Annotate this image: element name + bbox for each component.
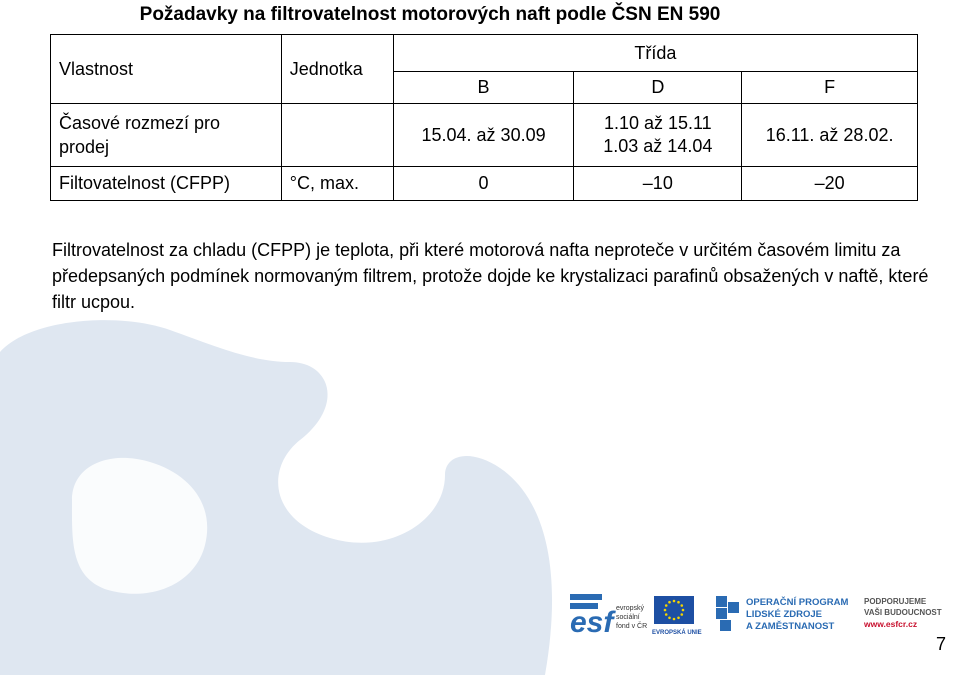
table-header-row: [51, 35, 918, 72]
header-class-d: D: [574, 72, 742, 104]
esf-mark-text: esf: [570, 606, 614, 639]
op-text-line-3: A ZAMĚSTNANOST: [746, 621, 835, 632]
cfpp-definition-text: Filtrovatelnost za chladu (CFPP) je teplota, při které motorová nafta neproteče v určitém časovém limitu za předepsaných podmínek normovaným filtrem, protože dojde ke krystalizaci parafinů obsažených v naftě, které filtr ucpou.: [52, 240, 929, 312]
page-number: 7: [936, 634, 947, 654]
cell-class-b-sale-period: 15.04. až 30.09: [393, 104, 574, 167]
support-text-line-1: PODPORUJEME: [864, 597, 927, 606]
page-title: Požadavky na filtrovatelnost motorových naft podle ČSN EN 590: [139, 4, 721, 25]
esf-logo: [570, 594, 647, 639]
op-text-line-1: OPERAČNÍ PROGRAM: [746, 597, 849, 608]
cell-unit-cfpp: °C, max.: [281, 167, 393, 201]
eu-star: [677, 616, 680, 619]
table-row-cfpp: [51, 167, 918, 201]
cell-class-d-sale-period: [574, 104, 742, 167]
cell-class-f-sale-period: 16.11. až 28.02.: [742, 104, 918, 167]
eu-star: [673, 618, 676, 621]
esf-text-line-2: sociální: [616, 614, 640, 621]
eu-star: [665, 613, 668, 616]
header-unit: Jednotka: [281, 35, 393, 104]
eu-star: [677, 601, 680, 604]
requirements-table: [50, 34, 918, 201]
header-class-b: B: [393, 72, 574, 104]
eu-star: [668, 601, 671, 604]
header-class-f: F: [742, 72, 918, 104]
cell-property-sale-period: Časové rozmezí pro prodej: [51, 104, 282, 167]
support-text-line-2: VAŠI BUDOUCNOST: [864, 608, 942, 617]
esf-text-line-1: evropský: [616, 605, 645, 612]
eu-star: [668, 616, 671, 619]
cell-class-d-period-2: 1.03 až 14.04: [603, 136, 713, 156]
header-class-group: Třída: [393, 35, 917, 72]
cell-class-b-cfpp: 0: [393, 167, 574, 201]
eu-text: EVROPSKÁ UNIE: [652, 630, 702, 636]
funding-logos: [568, 590, 960, 640]
cell-property-cfpp: Filtovatelnost (CFPP): [51, 167, 282, 201]
eu-star: [673, 600, 676, 603]
eu-star: [680, 613, 683, 616]
esf-text-line-3: fond v ČR: [616, 623, 648, 630]
cell-unit-sale-period: [281, 104, 393, 167]
cell-class-d-cfpp: –10: [574, 167, 742, 201]
header-property: Vlastnost: [51, 35, 282, 104]
cell-class-f-cfpp: –20: [742, 167, 918, 201]
eu-star: [665, 604, 668, 607]
esf-url-text: www.esfcr.cz: [864, 619, 918, 629]
cell-class-d-period-1: 1.10 až 15.11: [603, 113, 712, 133]
eu-flag-logo: [652, 596, 702, 636]
eu-star: [680, 604, 683, 607]
op-text-line-2: LIDSKÉ ZDROJE: [746, 609, 823, 620]
eu-star: [664, 609, 667, 612]
table-row-sale-period: [51, 104, 918, 167]
op-lzz-logo: [716, 596, 848, 632]
eu-star: [682, 609, 685, 612]
support-slogan: [863, 597, 942, 629]
